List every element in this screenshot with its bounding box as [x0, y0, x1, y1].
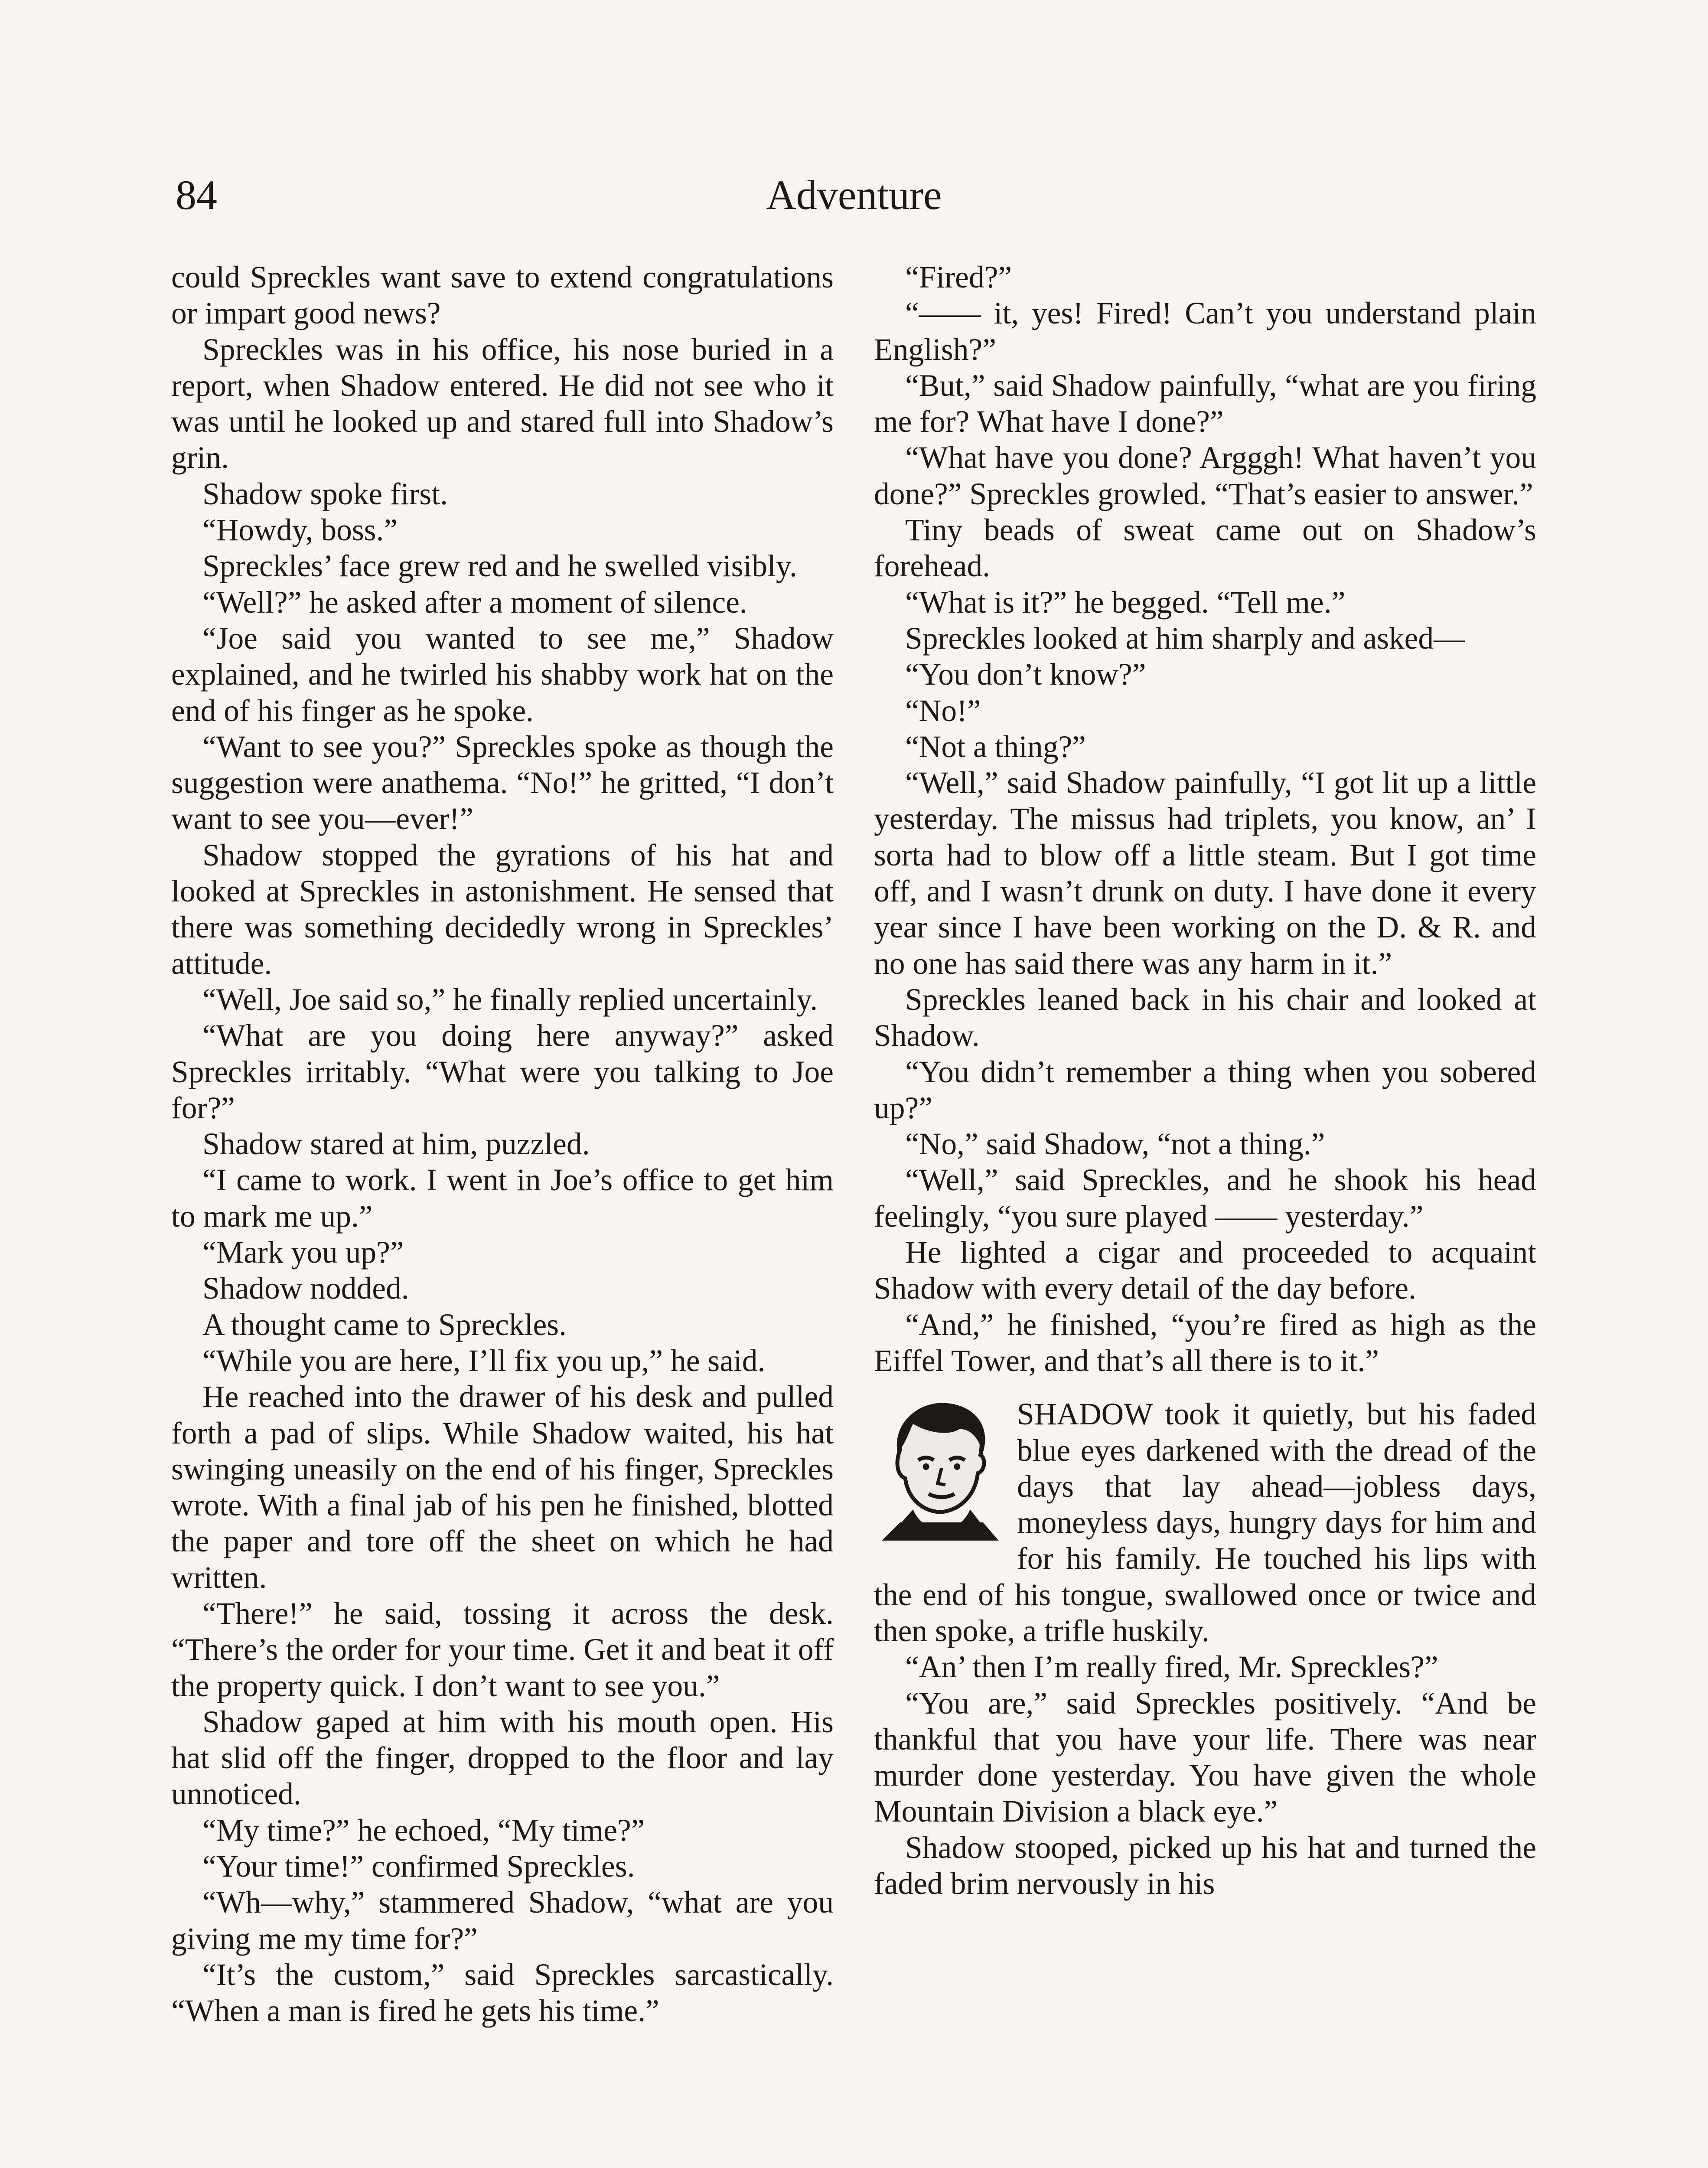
paragraph: “And,” he finished, “you’re fired as high as the Eiffel Tower, and that’s all there is to it.”: [874, 1307, 1536, 1378]
paragraph: “No!”: [905, 693, 981, 728]
paragraph: “Joe said you wanted to see me,” Shadow explained, and he twirled his shabby work hat on the end of his finger as he spoke.: [171, 621, 834, 728]
section-opening-paragraph: SHADOW took it quietly, but his faded blue eyes darkened with the dread of the days that lay ahead—jobless days, moneyless days, hungry days for him and for his family. He touched his lips with the end of his tongue, swallowed once or twice and then spoke, a trifle huskily.: [874, 1397, 1536, 1648]
paragraph: A thought came to Spreckles.: [202, 1307, 567, 1342]
paragraph: Spreckles leaned back in his chair and looked at Shadow.: [874, 982, 1536, 1053]
paragraph: Spreckles looked at him sharply and asked—: [905, 621, 1465, 656]
paragraph: “Well?” he asked after a moment of silence.: [202, 585, 747, 620]
paragraph: “What are you doing here anyway?” asked Spreckles irritably. “What were you talking to Joe for?”: [171, 1019, 834, 1125]
paragraph: “My time?” he echoed, “My time?”: [202, 1813, 645, 1848]
paragraph: He lighted a cigar and proceeded to acquaint Shadow with every detail of the day before.: [874, 1235, 1536, 1306]
paragraph: “No,” said Shadow, “not a thing.”: [905, 1127, 1325, 1162]
man-portrait-illustration-icon: [874, 1398, 1004, 1543]
paragraph: could Spreckles want save to extend congratulations or impart good news?: [171, 260, 834, 331]
paragraph: Shadow stooped, picked up his hat and turned the faded brim nervously in his: [874, 1830, 1536, 1901]
paragraph: He reached into the drawer of his desk and pulled forth a pad of slips. While Shadow waited, his hat swinging uneasily on the end of his finger, Spreckles wrote. With a final jab of his pen he finished, blotted the paper and tore off the sheet on which he had written.: [171, 1380, 834, 1595]
paragraph: “Not a thing?”: [905, 729, 1086, 764]
paragraph: “Fired?”: [905, 260, 1012, 294]
paragraph: “Well,” said Shadow painfully, “I got lit up a little yesterday. The missus had triplets, you know, an’ I sorta had to blow off a little steam. But I got time off, and I wasn’t drunk on duty. I have done it every year since I have been working on the D. & R. and no one has said there was any harm in it.”: [874, 766, 1536, 981]
paragraph: Shadow nodded.: [202, 1271, 409, 1306]
right-column: [874, 259, 1536, 1902]
paragraph: Shadow stopped the gyrations of his hat and looked at Spreckles in astonishment. He sensed that there was something decidedly wrong in Spreckles’ attitude.: [171, 838, 834, 981]
page-header: [0, 171, 1708, 228]
paragraph: Tiny beads of sweat came out on Shadow’s forehead.: [874, 513, 1536, 584]
paragraph: “It’s the custom,” said Spreckles sarcastically. “When a man is fired he gets his time.”: [171, 1957, 834, 2028]
paragraph: “Wh—why,” stammered Shadow, “what are you giving me my time for?”: [171, 1885, 834, 1956]
paragraph: Shadow spoke first.: [202, 477, 448, 511]
paragraph: Spreckles’ face grew red and he swelled visibly.: [202, 549, 797, 584]
paragraph: “I came to work. I went in Joe’s office to get him to mark me up.”: [171, 1163, 834, 1234]
paragraph: “Well,” said Spreckles, and he shook his head feelingly, “you sure played —— yesterday.”: [874, 1163, 1536, 1234]
right-column-bottom: [874, 1649, 1536, 1902]
paragraph: “Want to see you?” Spreckles spoke as though the suggestion were anathema. “No!” he gritted, “I don’t want to see you—ever!”: [171, 729, 834, 836]
paragraph: “An’ then I’m really fired, Mr. Spreckles?”: [905, 1650, 1438, 1685]
page-number: 84: [176, 172, 217, 218]
paragraph: “—— it, yes! Fired! Can’t you understand plain English?”: [874, 296, 1536, 367]
left-column: [171, 259, 834, 2029]
section-start: [874, 1396, 1536, 1649]
paragraph: “You didn’t remember a thing when you sobered up?”: [874, 1055, 1536, 1125]
paragraph: “You are,” said Spreckles positively. “And be thankful that you have your life. There was near murder done yesterday. You have given the whole Mountain Division a black eye.”: [874, 1686, 1536, 1829]
paragraph: Spreckles was in his office, his nose buried in a report, when Shadow entered. He did not see who it was until he looked up and stared full into Shadow’s grin.: [171, 332, 834, 475]
paragraph: “You don’t know?”: [905, 657, 1146, 692]
paragraph: “There!” he said, tossing it across the desk. “There’s the order for your time. Get it and beat it off the property quick. I don’t want to see you.”: [171, 1596, 834, 1703]
paragraph: “What have you done? Argggh! What haven’t you done?” Spreckles growled. “That’s easier to answer.”: [874, 441, 1536, 511]
paragraph: “Well, Joe said so,” he finally replied uncertainly.: [202, 982, 818, 1017]
paragraph: “Your time!” confirmed Spreckles.: [202, 1849, 635, 1884]
paragraph: “While you are here, I’ll fix you up,” he said.: [202, 1343, 766, 1378]
magazine-title: Adventure: [766, 172, 942, 218]
paragraph: “Mark you up?”: [202, 1235, 404, 1270]
paragraph: Shadow stared at him, puzzled.: [202, 1127, 590, 1162]
paragraph: “Howdy, boss.”: [202, 513, 398, 548]
paragraph: “What is it?” he begged. “Tell me.”: [905, 585, 1346, 620]
paragraph: Shadow gaped at him with his mouth open. His hat slid off the finger, dropped to the floor and lay unnoticed.: [171, 1704, 834, 1812]
right-column-top: [874, 259, 1536, 1379]
paragraph: “But,” said Shadow painfully, “what are you firing me for? What have I done?”: [874, 368, 1536, 439]
